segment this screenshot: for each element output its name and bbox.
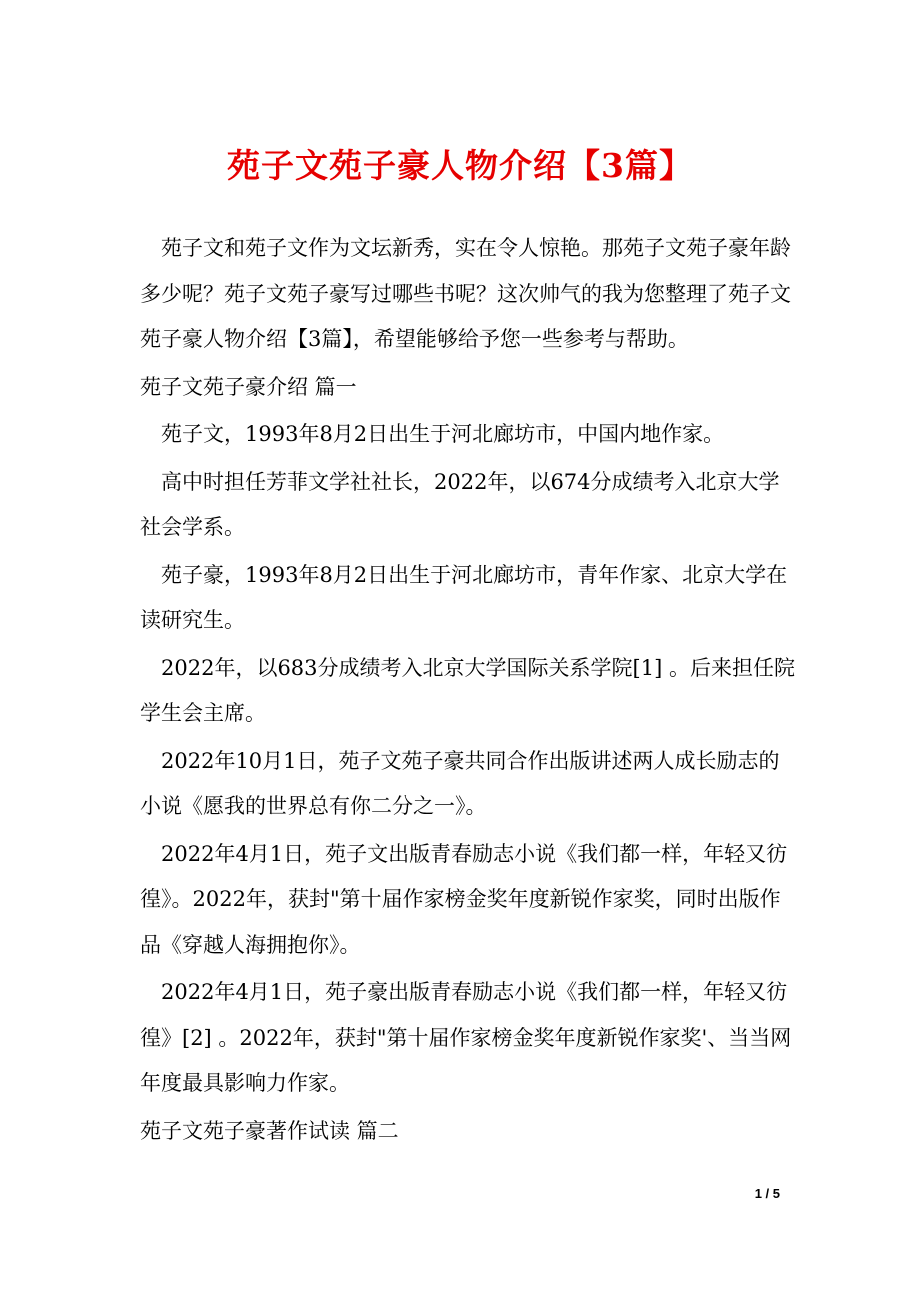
document-body	[140, 226, 800, 1156]
paragraph: 2022年，以683分成绩考入北京大学国际关系学院[1] 。后来担任院学生会主席。	[140, 655, 795, 725]
intro-paragraph: 苑子文和苑子文作为文坛新秀，实在令人惊艳。那苑子文苑子豪年龄多少呢？苑子文苑子豪写过哪些书呢？这次帅气的我为您整理了苑子文苑子豪人物介绍【3篇】，希望能够给予您一些参考与帮助。	[140, 236, 791, 351]
paragraph: 2022年4月1日，苑子豪出版青春励志小说《我们都一样，年轻又彷徨》[2] 。2022年，获封"第十届作家榜金奖年度新锐作家奖'、当当网年度最具影响力作家。	[140, 980, 792, 1095]
paragraph: 2022年4月1日，苑子文出版青春励志小说《我们都一样，年轻又彷徨》。2022年，获封"第十届作家榜金奖年度新锐作家奖，同时出版作品《穿越人海拥抱你》。	[140, 841, 788, 957]
paragraph: 高中时担任芳菲文学社社长，2022年，以674分成绩考入北京大学社会学系。	[140, 469, 780, 539]
section-heading-1: 苑子文苑子豪介绍 篇一	[140, 374, 357, 399]
paragraph: 苑子文，1993年8月2日出生于河北廊坊市，中国内地作家。	[161, 422, 725, 446]
page-number: 1 / 5	[754, 1186, 780, 1201]
paragraph: 苑子豪，1993年8月2日出生于河北廊坊市，青年作家、北京大学在读研究生。	[140, 562, 788, 632]
paragraph: 2022年10月1日，苑子文苑子豪共同合作出版讲述两人成长励志的小说《愿我的世界总有你二分之一》。	[140, 748, 780, 818]
document-title: 苑子文苑子豪人物介绍【3篇】	[227, 146, 693, 185]
section-heading-2: 苑子文苑子豪著作试读 篇二	[140, 1118, 399, 1143]
